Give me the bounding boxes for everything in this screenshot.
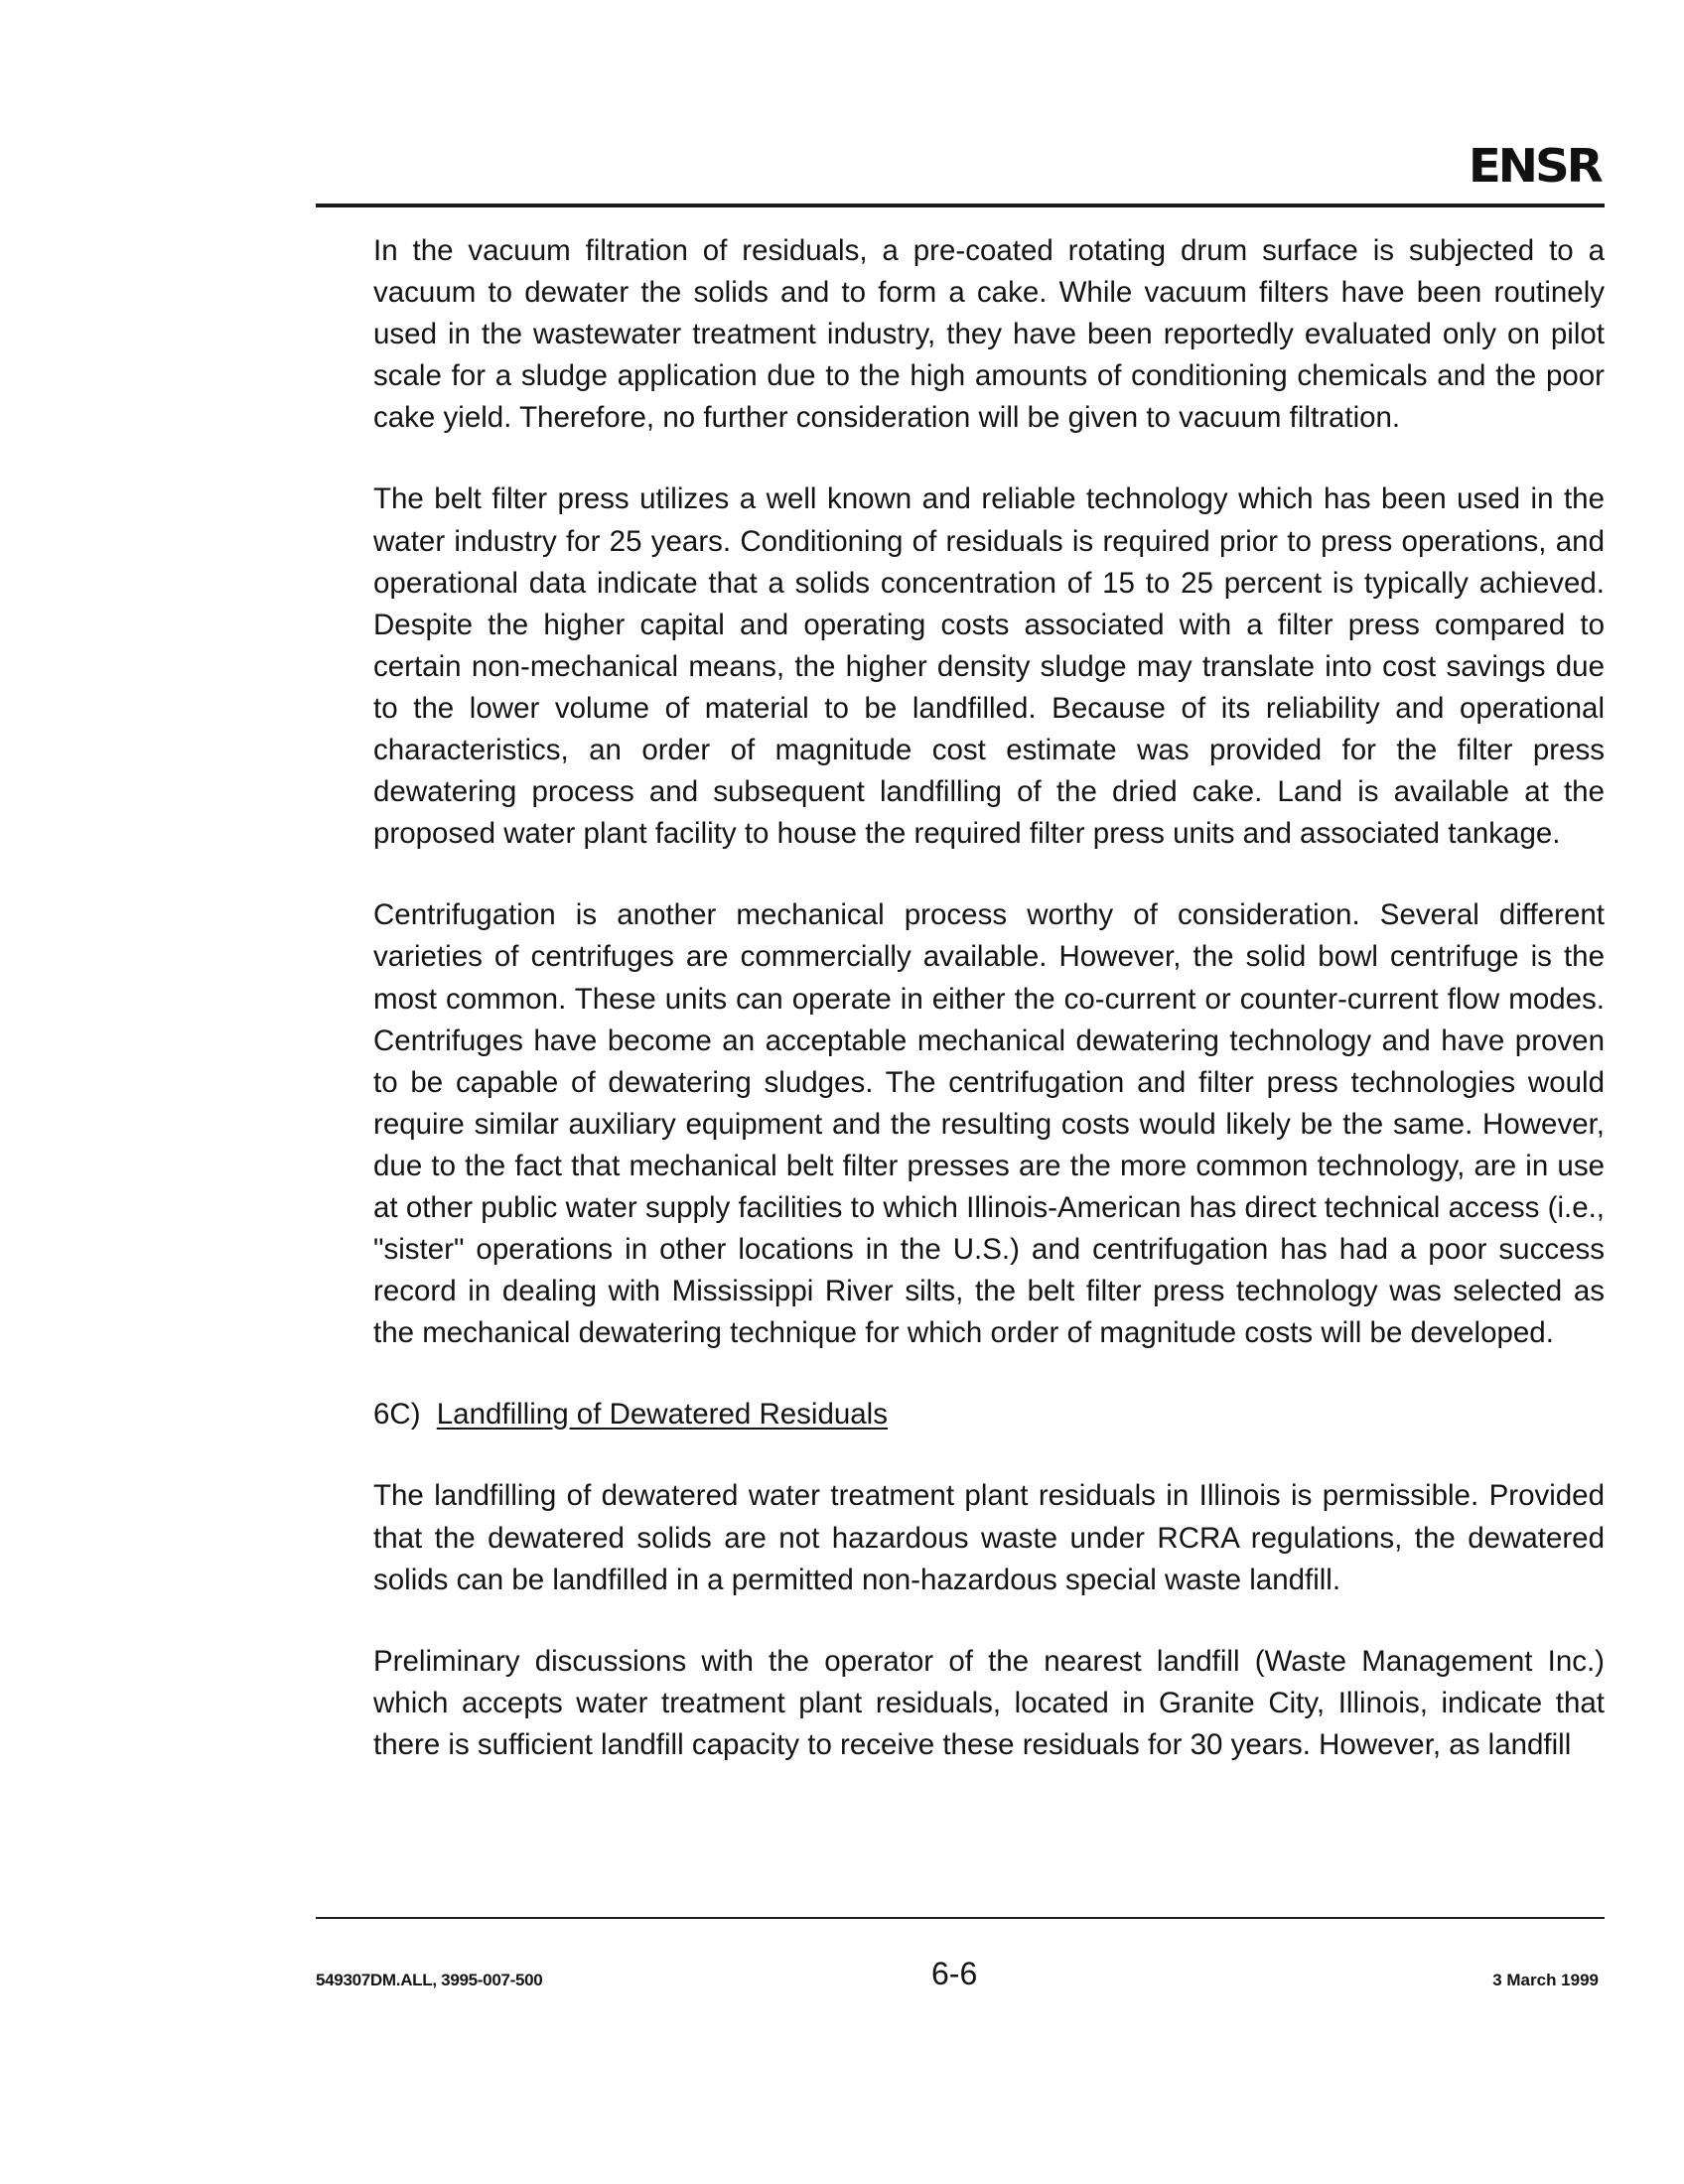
section-title: Landfilling of Dewatered Residuals [436, 1398, 888, 1432]
section-number: 6C) [373, 1398, 421, 1432]
footer-rule [316, 1917, 1605, 1919]
company-logo: ENSR [1468, 139, 1601, 193]
document-id: 549307DM.ALL, 3995-007-500 [316, 1971, 543, 1989]
page-body [373, 230, 1605, 1806]
paragraph-landfill-discussions: Preliminary discussions with the operator of the nearest landfill (Waste Management Inc.) which accepts water treatment plant residuals, located in Granite City, Illinois, indicate that there is sufficient landfill capacity to receive these residuals for 30 years. However, as landfill [373, 1644, 1605, 1761]
paragraph-centrifugation: Centrifugation is another mechanical process worthy of consideration. Several different varieties of centrifuges are commercially available. However, the solid bowl centrifuge is the most common. These units can operate in either the co-current or counter-current flow modes. Centrifuges have become an acceptable mechanical dewatering technology and have proven to be capable of dewatering sludges. The centrifugation and filter press technologies would require similar auxiliary equipment and the resulting costs would likely be the same. However, due to the fact that mechanical belt filter presses are the more common technology, are in use at other public water supply facilities to which Illinois-American has direct technical access (i.e., "sister" operations in other locations in the U.S.) and centrifugation has had a poor success record in dealing with Mississippi River silts, the belt filter press technology was selected as the mechanical dewatering technique for which order of magnitude costs will be developed. [373, 898, 1605, 1350]
document-date: 3 March 1999 [1492, 1971, 1599, 1989]
page-number: 6-6 [931, 1956, 978, 1991]
paragraph-landfilling-permissible: The landfilling of dewatered water treatment plant residuals in Illinois is permissible. Provided that the dewatered solids are not hazardous waste under RCRA regulations, the dewatered solids can be landfilled in a permitted non-hazardous special waste landfill. [373, 1479, 1605, 1596]
paragraph-belt-filter-press: The belt filter press utilizes a well known and reliable technology which has been used in the water industry for 25 years. Conditioning of residuals is required prior to press operations, and operational data indicate that a solids concentration of 15 to 25 percent is typically achieved. Despite the higher capital and operating costs associated with a filter press compared to certain non-mechanical means, the higher density sludge may translate into cost savings due to the lower volume of material to be landfilled. Because of its reliability and operational characteristics, an order of magnitude cost estimate was provided for the filter press dewatering process and subsequent landfilling of the dried cake. Land is available at the proposed water plant facility to house the required filter press units and associated tankage. [373, 482, 1605, 851]
paragraph-vacuum-filtration: In the vacuum filtration of residuals, a pre-coated rotating drum surface is subjected to a vacuum to dewater the solids and to form a cake. While vacuum filters have been routinely used in the wastewater treatment industry, they have been reportedly evaluated only on pilot scale for a sludge application due to the high amounts of conditioning chemicals and the poor cake yield. Therefore, no further consideration will be given to vacuum filtration. [373, 234, 1605, 435]
header-rule [316, 204, 1605, 207]
section-heading [373, 1394, 1605, 1435]
